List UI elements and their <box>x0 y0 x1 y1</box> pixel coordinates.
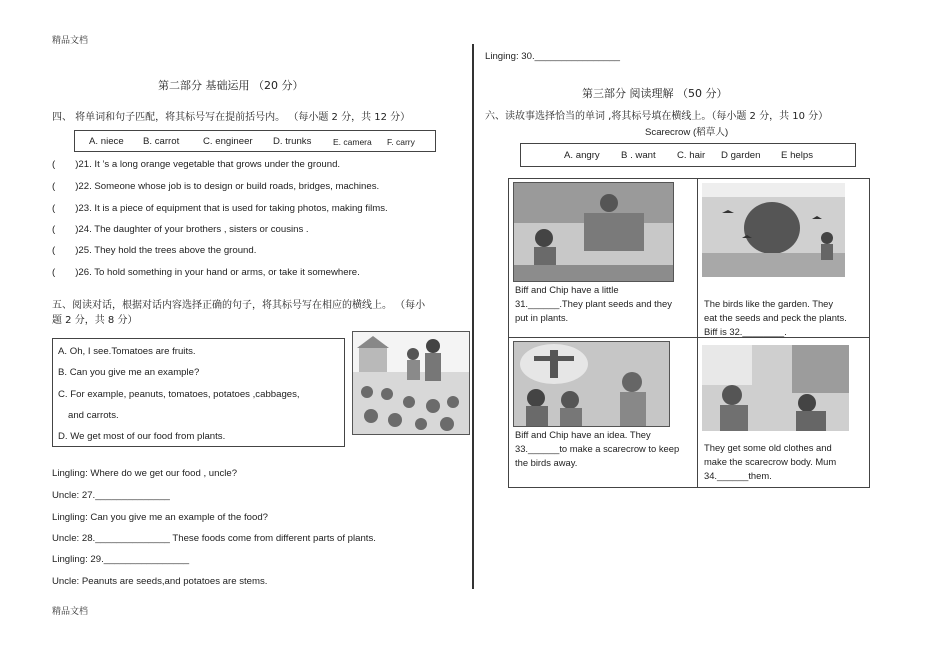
dialog-line-5: Lingling: 29.________________ <box>52 554 190 565</box>
q4-instruction: 四、 将单词和句子匹配，将其标号写在提前括号内。 （每小题 2 分，共 12 分） <box>52 112 411 123</box>
dialog-option-c: C. For example, peanuts, tomatoes, potatoes ,cabbages, <box>58 389 300 400</box>
story-word-bank <box>520 143 856 167</box>
story-panel-1-image <box>513 182 674 282</box>
dialog-option-a: A. Oh, I see.Tomatoes are fruits. <box>58 346 196 357</box>
header-label: 精品文档 <box>52 36 89 46</box>
word-option-c: C. hair <box>677 150 706 161</box>
option-f: F. carry <box>387 137 415 147</box>
word-bank-box <box>74 130 436 152</box>
story-panel-4-image <box>702 345 849 431</box>
q5-instruction-line2: 题 2 分，共 8 分） <box>52 315 138 326</box>
panel-2-drawing <box>702 183 845 277</box>
word-option-e: E helps <box>781 150 813 161</box>
question-23: ( )23. It is a piece of equipment that is used for taking photos, making films. <box>52 203 388 214</box>
dialog-options-box <box>52 338 345 447</box>
dialog-option-c-cont: and carrots. <box>68 410 119 421</box>
garden-illustration <box>352 331 470 435</box>
q6-instruction: 六、读故事选择恰当的单词 ,将其标号填在横线上。（每小题 2 分，共 10 分） <box>485 111 829 122</box>
panel-4-drawing <box>702 345 849 431</box>
option-c: C. engineer <box>203 136 253 147</box>
question-21: ( )21. It ’s a long orange vegetable that grows under the ground. <box>52 159 341 170</box>
footer-label: 精品文档 <box>52 607 89 617</box>
option-d: D. trunks <box>273 136 312 147</box>
story-caption-3: Biff and Chip have an idea. They 33.______to make a scarecrow to keep the birds away. <box>515 429 680 468</box>
dialog-line-4: Uncle: 28.______________ These foods come from different parts of plants. <box>52 533 376 544</box>
panel-1-drawing <box>514 183 673 281</box>
question-26: ( )26. To hold something in your hand or arms, or take it somewhere. <box>52 267 360 278</box>
dialog-option-d: D. We get most of our food from plants. <box>58 431 226 442</box>
story-caption-4: They get some old clothes and make the scarecrow body. Mum 34.______them. <box>704 442 837 481</box>
option-e: E. camera <box>333 137 372 147</box>
story-panel-2-image <box>702 183 845 277</box>
story-title: Scarecrow (稻草人) <box>645 127 729 138</box>
word-option-d: D garden <box>721 150 761 161</box>
question-24: ( )24. The daughter of your brothers , sisters or cousins . <box>52 224 309 235</box>
option-b: B. carrot <box>143 136 180 147</box>
dialog-line-6: Uncle: Peanuts are seeds,and potatoes are stems. <box>52 576 268 587</box>
story-caption-1: Biff and Chip have a little 31.______.They plant seeds and they put in plants. <box>515 284 672 323</box>
word-option-b: B . want <box>621 150 656 161</box>
dialog-option-b: B. Can you give me an example? <box>58 367 200 378</box>
story-panel-3-image <box>513 341 670 427</box>
part3-title: 第三部分 阅读理解 （50 分） <box>582 87 728 100</box>
dialog-line-2: Uncle: 27.______________ <box>52 490 170 501</box>
garden-drawing <box>353 332 469 434</box>
dialog-line-30: Linging: 30.________________ <box>485 51 620 62</box>
question-22: ( )22. Someone whose job is to design or build roads, bridges, machines. <box>52 181 380 192</box>
page-divider <box>472 44 474 589</box>
dialog-line-1: Lingling: Where do we get our food , uncle? <box>52 468 238 479</box>
part2-title: 第二部分 基础运用 （20 分） <box>158 79 304 92</box>
option-a: A. niece <box>89 136 124 147</box>
story-caption-2: The birds like the garden. They eat the seeds and peck the plants. Biff is 32.________. <box>704 298 847 337</box>
q5-instruction-line1: 五、阅读对话，根据对话内容选择正确的句子，将其标号写在相应的横线上。 （每小 <box>52 300 426 311</box>
story-grid-vline <box>697 178 698 488</box>
word-option-a: A. angry <box>564 150 600 161</box>
panel-3-drawing <box>514 342 669 426</box>
question-25: ( )25. They hold the trees above the ground. <box>52 245 257 256</box>
dialog-line-3: Lingling: Can you give me an example of the food? <box>52 512 268 523</box>
